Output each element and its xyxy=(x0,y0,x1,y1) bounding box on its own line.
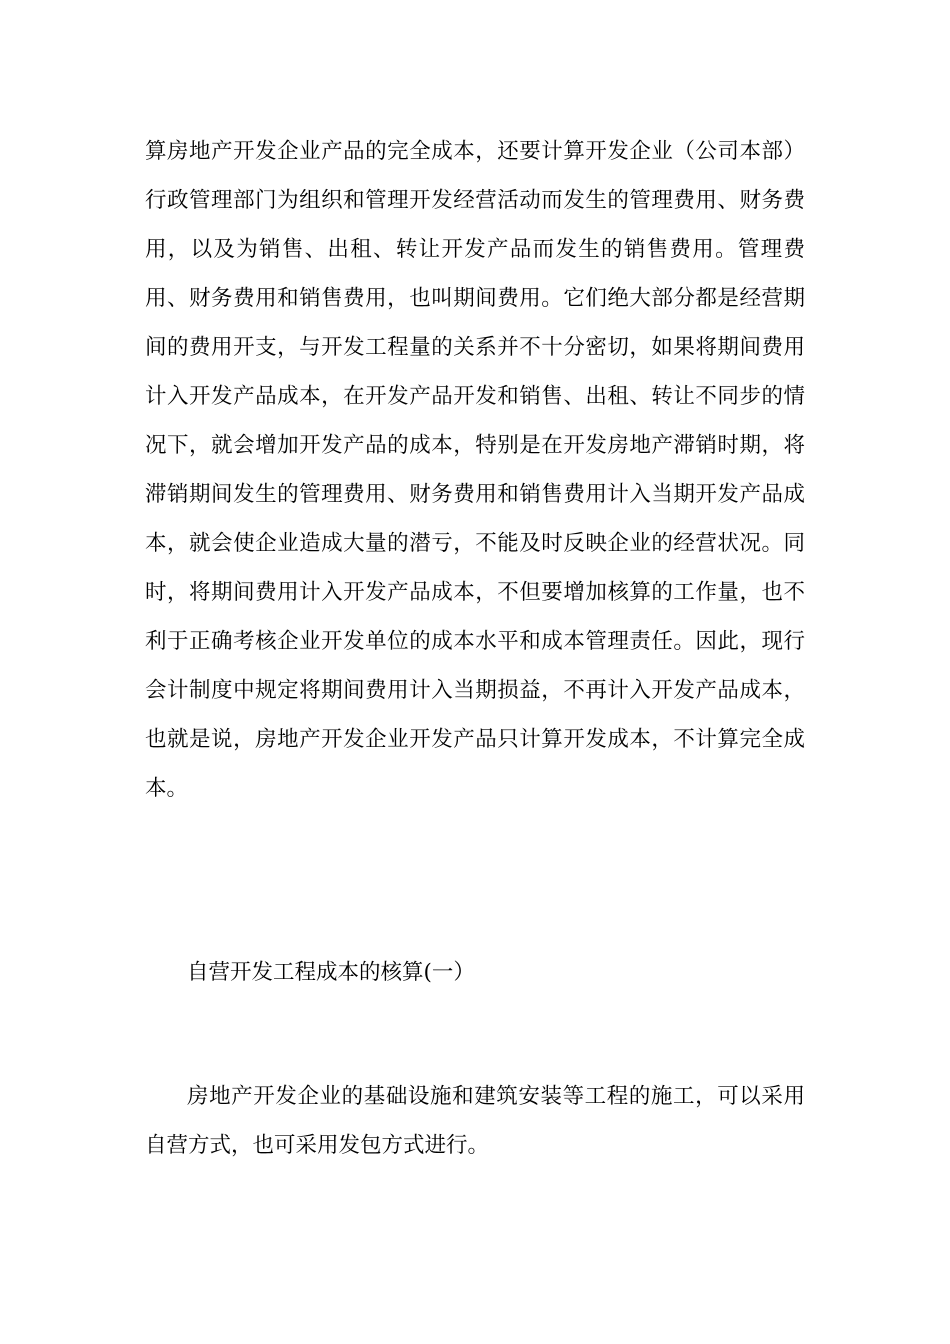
body-paragraph-1: 算房地产开发企业产品的完全成本，还要计算开发企业（公司本部）行政管理部门为组织和管理开发经营活动而发生的管理费用、财务费用，以及为销售、出租、转让开发产品而发生的销售费用。管理费用、财务费用和销售费用，也叫期间费用。它们绝大部分都是经营期间的费用开支，与开发工程量的关系并不十分密切，如果将期间费用计入开发产品成本，在开发产品开发和销售、出租、转让不同步的情况下，就会增加开发产品的成本，特别是在开发房地产滞销时期，将滞销期间发生的管理费用、财务费用和销售费用计入当期开发产品成本，就会使企业造成大量的潜亏，不能及时反映企业的经营状况。同时，将期间费用计入开发产品成本，不但要增加核算的工作量，也不利于正确考核企业开发单位的成本水平和成本管理责任。因此，现行会计制度中规定将期间费用计入当期损益，不再计入开发产品成本，也就是说，房地产开发企业开发产品只计算开发成本，不计算完全成本。 xyxy=(145,139,805,801)
section-heading: 自营开发工程成本的核算(一） xyxy=(187,960,475,985)
body-paragraph-2: 房地产开发企业的基础设施和建筑安装等工程的施工，可以采用自营方式，也可采用发包方式进行。 xyxy=(145,1084,805,1158)
document-body xyxy=(145,127,805,813)
